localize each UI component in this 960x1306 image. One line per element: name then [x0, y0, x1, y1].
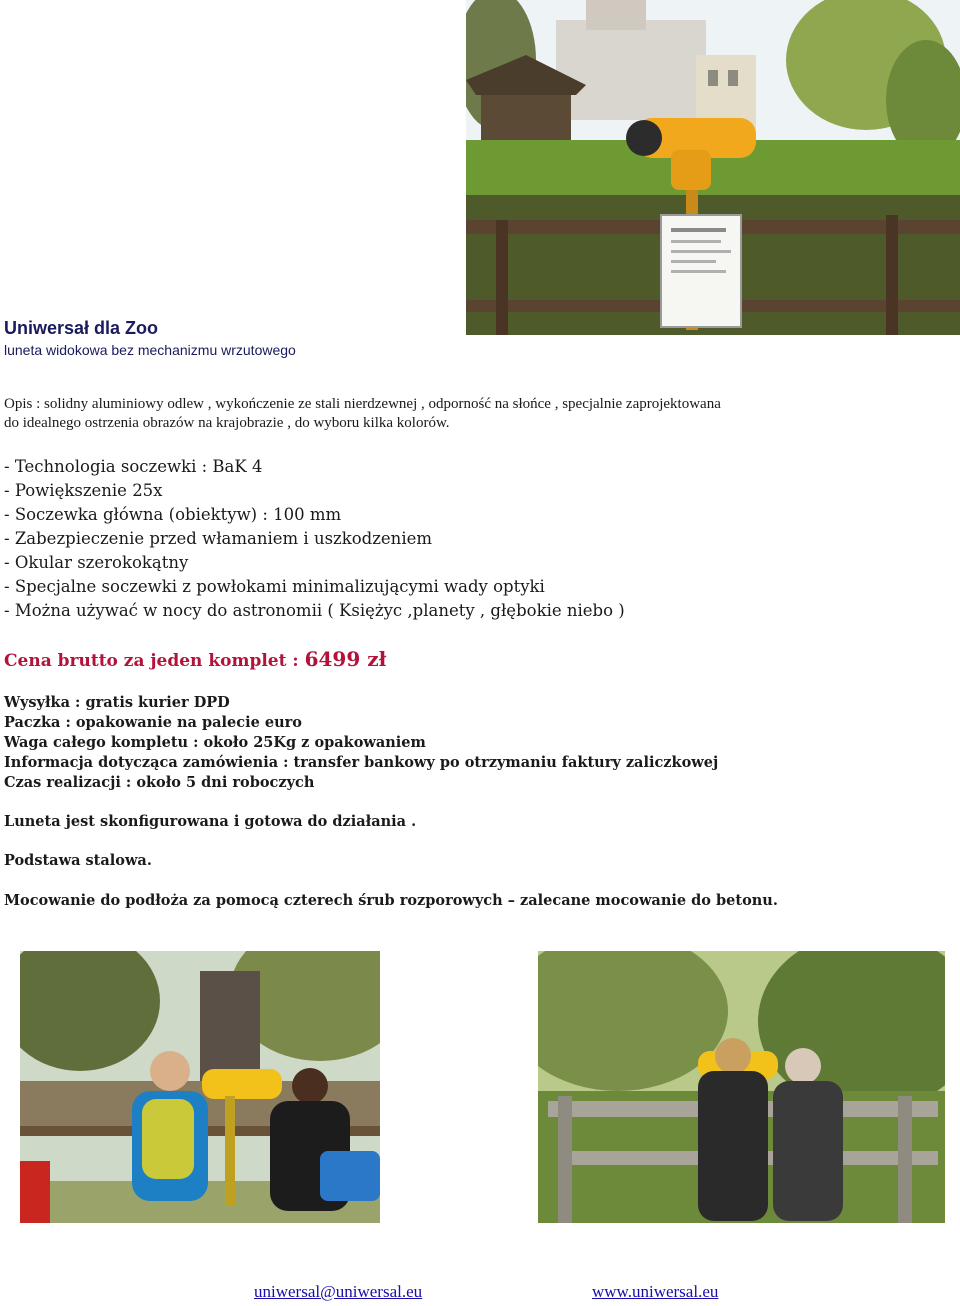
price-line: [4, 647, 386, 671]
spec-item: - Technologia soczewki : BaK 4: [4, 457, 263, 476]
usage-photo-right: [538, 951, 945, 1223]
shipping-line: Czas realizacji : około 5 dni roboczych: [4, 774, 315, 791]
email-link[interactable]: uniwersal@uniwersal.eu: [254, 1282, 423, 1301]
shipping-line: Informacja dotycząca zamówienia : transfer bankowy po otrzymaniu faktury zaliczkowej: [4, 754, 719, 771]
price-amount: 6499 zł: [304, 647, 387, 671]
spec-list: [4, 455, 625, 623]
shipping-line: Waga całego kompletu : około 25Kg z opakowaniem: [4, 734, 426, 751]
spec-item: - Okular szerokokątny: [4, 553, 189, 572]
description-line: do idealnego ostrzenia obrazów na krajobrazie , do wyboru kilka kolorów.: [4, 415, 450, 431]
base-note: Podstawa stalowa.: [4, 852, 152, 869]
shipping-info: [4, 693, 718, 793]
product-photo-zoo: [466, 0, 960, 335]
shipping-line: Paczka : opakowanie na palecie euro: [4, 714, 302, 731]
product-title: Uniwersał dla Zoo: [4, 318, 159, 338]
usage-photo-left: [20, 951, 380, 1223]
website-link[interactable]: www.uniwersal.eu: [592, 1282, 719, 1301]
price-label: Cena brutto za jeden komplet :: [4, 651, 305, 671]
mounting-note: Mocowanie do podłoża za pomocą czterech śrub rozporowych – zalecane mocowanie do betonu.: [4, 892, 778, 909]
product-subtitle: luneta widokowa bez mechanizmu wrzutowego: [4, 342, 296, 358]
description-line: Opis : solidny aluminiowy odlew , wykończenie ze stali nierdzewnej , odporność na słońce , specjalnie zaprojektowana: [4, 396, 721, 412]
spec-item: - Powiększenie 25x: [4, 481, 163, 500]
shipping-line: Wysyłka : gratis kurier DPD: [4, 694, 230, 711]
product-description: [4, 395, 884, 433]
spec-item: - Specjalne soczewki z powłokami minimalizującymi wady optyki: [4, 577, 545, 596]
spec-item: - Soczewka główna (obiektyw) : 100 mm: [4, 505, 342, 524]
configured-note: Luneta jest skonfigurowana i gotowa do działania .: [4, 813, 417, 830]
spec-item: - Zabezpieczenie przed włamaniem i uszkodzeniem: [4, 529, 433, 548]
spec-item: - Można używać w nocy do astronomii ( Księżyc ,planety , głębokie niebo ): [4, 601, 625, 620]
